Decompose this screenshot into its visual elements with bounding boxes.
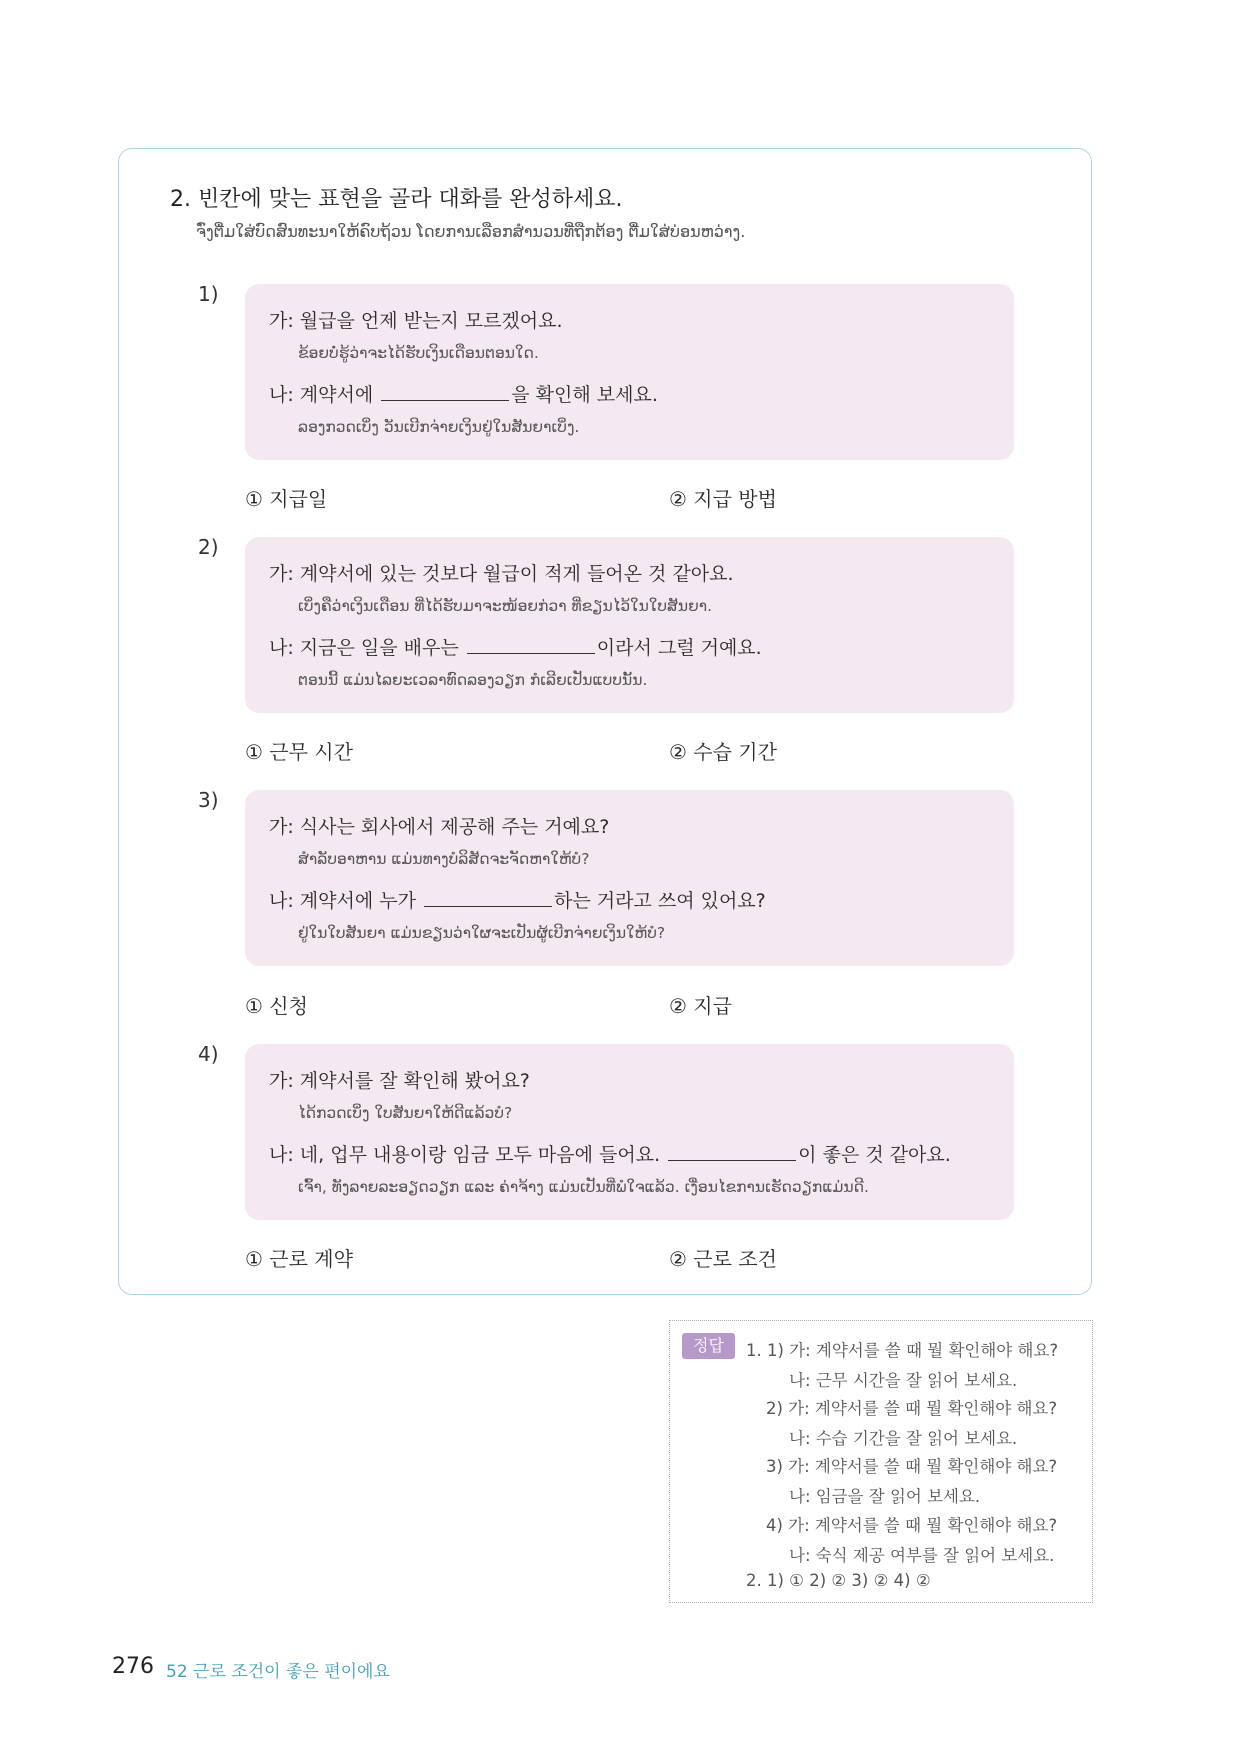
page-number: 276 bbox=[112, 1654, 154, 1679]
dialog-box bbox=[245, 1044, 1014, 1220]
question-number: 3) bbox=[198, 788, 219, 812]
answer-line: 1. 1) 가: 계약서를 쓸 때 뭘 확인해야 해요? bbox=[746, 1341, 1059, 1360]
dialog-line-ga: 가: 식사는 회사에서 제공해 주는 거예요? bbox=[269, 816, 610, 838]
option-2[interactable]: ② 근로 조건 bbox=[669, 1247, 777, 1271]
option-1[interactable]: ① 근로 계약 bbox=[245, 1247, 353, 1271]
dialog-box bbox=[245, 284, 1014, 460]
dialog-translation: ຢູ່ໃນໃບສັນຍາ ແມ່ນຂຽນວ່າໃຜຈະເປັນຜູ້ເບີກຈ່າຍເງິນໃຫ້ບໍ? bbox=[298, 924, 666, 942]
dialog-translation: ສຳລັບອາຫານ ແມ່ນທາງບໍລິສັດຈະຈັດຫາໃຫ້ບໍ? bbox=[298, 850, 590, 868]
dialog-line-na: 나: 지금은 일을 배우는 이라서 그럴 거예요. bbox=[269, 637, 762, 659]
dialog-translation: ລອງກວດເບິ່ງ ວັນເບີກຈ່າຍເງິນຢູ່ໃນສັນຍາເບິ່ງ. bbox=[298, 418, 580, 436]
option-2[interactable]: ② 지급 bbox=[669, 994, 732, 1018]
dialog-box bbox=[245, 790, 1014, 966]
dialog-box bbox=[245, 537, 1014, 713]
question-number: 1) bbox=[198, 282, 219, 306]
dialog-line-ga: 가: 계약서를 잘 확인해 봤어요? bbox=[269, 1070, 530, 1092]
answer-line: 2) 가: 계약서를 쓸 때 뭘 확인해야 해요? bbox=[766, 1399, 1058, 1418]
dialog-translation: ເຈົ້າ, ທັງລາຍລະອຽດວຽກ ແລະ ຄ່າຈ້າງ ແມ່ນເປັນທີ່ພໍໃຈແລ້ວ. ເງື່ອນໄຂການເຮັດວຽກແມ່ນດີ. bbox=[298, 1178, 869, 1196]
answer-badge: 정답 bbox=[682, 1333, 735, 1359]
answer-line: 나: 근무 시간을 잘 읽어 보세요. bbox=[789, 1371, 1018, 1390]
answer-line: 나: 숙식 제공 여부를 잘 읽어 보세요. bbox=[789, 1546, 1055, 1565]
exercise-title: 2. 빈칸에 맞는 표현을 골라 대화를 완성하세요. bbox=[170, 187, 623, 212]
chapter-title: 52 근로 조건이 좋은 편이에요 bbox=[166, 1662, 390, 1682]
option-2[interactable]: ② 수습 기간 bbox=[669, 740, 777, 764]
dialog-line-na: 나: 계약서에 을 확인해 보세요. bbox=[269, 384, 658, 406]
dialog-line-ga: 가: 계약서에 있는 것보다 월급이 적게 들어온 것 같아요. bbox=[269, 563, 734, 585]
dialog-translation: ເບິ່ງຄືວ່າເງິນເດືອນ ທີ່ໄດ້ຮັບມາຈະໜ້ອຍກ່ວາ ທີ່ຂຽນໄວ້ໃນໃບສັນຍາ. bbox=[298, 597, 713, 615]
exercise-subtitle: ຈົ່ງຕື່ມໃສ່ບົດສົນທະນາໃຫ້ຄົບຖ້ວນ ໂດຍການເລືອກສຳນວນທີ່ຖືກຕ້ອງ ຕື່ມໃສ່ບ່ອນຫວ່າງ. bbox=[196, 222, 746, 241]
answer-blank bbox=[424, 905, 552, 907]
dialog-translation: ໄດ້ກວດເບິ່ງ ໃບສັນຍາໃຫ້ດີແລ້ວບໍ? bbox=[298, 1104, 513, 1122]
option-2[interactable]: ② 지급 방법 bbox=[669, 487, 777, 511]
answer-line: 나: 임금을 잘 읽어 보세요. bbox=[789, 1487, 981, 1506]
dialog-line-ga: 가: 월급을 언제 받는지 모르겠어요. bbox=[269, 310, 563, 332]
answer-blank bbox=[381, 399, 509, 401]
question-number: 4) bbox=[198, 1042, 219, 1066]
answer-line: 2. 1) ① 2) ② 3) ② 4) ② bbox=[746, 1571, 931, 1590]
answer-line: 3) 가: 계약서를 쓸 때 뭘 확인해야 해요? bbox=[766, 1457, 1058, 1476]
answer-line: 4) 가: 계약서를 쓸 때 뭘 확인해야 해요? bbox=[766, 1516, 1058, 1535]
option-1[interactable]: ① 신청 bbox=[245, 994, 308, 1018]
dialog-line-na: 나: 계약서에 누가 하는 거라고 쓰여 있어요? bbox=[269, 890, 766, 912]
option-1[interactable]: ① 근무 시간 bbox=[245, 740, 353, 764]
dialog-translation: ຂ້ອຍບໍ່ຮູ້ວ່າຈະໄດ້ຮັບເງິນເດືອນຕອນໃດ. bbox=[298, 344, 539, 362]
answer-blank bbox=[467, 652, 595, 654]
answer-key bbox=[669, 1320, 1093, 1603]
dialog-translation: ຕອນນີ້ ແມ່ນໄລຍະເວລາທົດລອງວຽກ ກໍເລີຍເປັນແບບນັ້ນ. bbox=[298, 671, 648, 689]
option-1[interactable]: ① 지급일 bbox=[245, 487, 328, 511]
answer-line: 나: 수습 기간을 잘 읽어 보세요. bbox=[789, 1429, 1018, 1448]
question-number: 2) bbox=[198, 535, 219, 559]
answer-blank bbox=[668, 1159, 796, 1161]
dialog-line-na: 나: 네, 업무 내용이랑 임금 모두 마음에 들어요. 이 좋은 것 같아요. bbox=[269, 1144, 951, 1166]
